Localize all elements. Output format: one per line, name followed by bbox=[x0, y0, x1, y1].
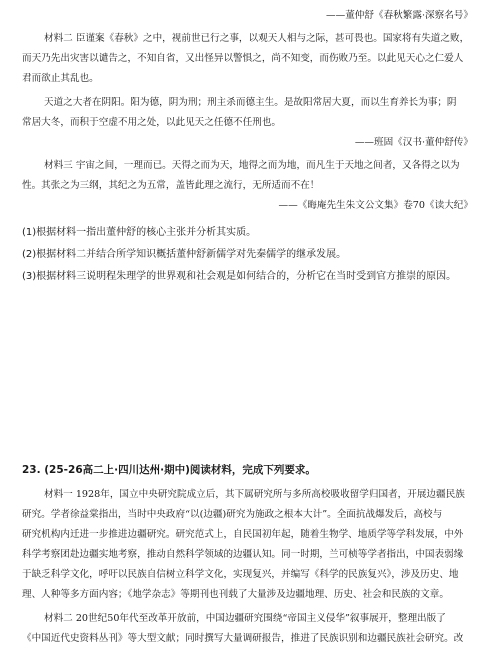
material-2-line-3: 君而欲止其乱也。 bbox=[22, 73, 99, 84]
q23-material-1-line-2: 研究。学者徐益棠指出，当时中央政府“以(边疆)研究为施政之根本大计”。全面抗战爆发后，高校与 bbox=[22, 509, 443, 520]
q23-material-1-line-5: 于缺乏科学文化，呼吁以民族自信树立科学文化，实现复兴，并编写《科学的民族复兴》，涉及历史、地 bbox=[22, 569, 459, 580]
question-23-heading: 23. (25-26高二上·四川达州·期中)阅读材料，完成下列要求。 bbox=[22, 464, 316, 476]
source-hanshu: ——班固《汉书·董仲舒传》 bbox=[354, 137, 473, 148]
q23-material-1-line-1: 材料一 1928年，国立中央研究院成立后，其下属研究所与多所高校吸收留学归国者，开展边疆民族 bbox=[44, 489, 465, 500]
question-2: (2)根据材料二并结合所学知识概括董仲舒新儒学对先秦儒学的继承发展。 bbox=[22, 249, 347, 260]
material-3-line-1: 材料三 宇宙之间，一理而已。天得之而为天，地得之而为地，而凡生于天地之间者，又各得之以为 bbox=[44, 160, 460, 171]
material-3-line-2: 性。其张之为三纲，其纪之为五常，盖皆此理之流行，无所适而不在！ bbox=[22, 180, 320, 191]
material-2-line-4: 天道之大者在阴阳。阳为德，阴为刑；刑主杀而德主生。是故阳常居大夏，而以生育养长为事；阴 bbox=[44, 97, 457, 108]
material-2-line-2: 而天乃先出灾害以谴告之，不知自省，又出怪异以警惧之，尚不知变，而伤败乃至。以此见天心之仁爱人 bbox=[22, 53, 464, 64]
material-2-line-1: 材料二 臣谨案《春秋》之中，视前世已行之事，以观天人相与之际，甚可畏也。国家将有失道之败， bbox=[44, 33, 470, 44]
question-3: (3)根据材料三说明程朱理学的世界观和社会观是如何结合的，分析它在当时受到官方推崇的原因。 bbox=[22, 271, 457, 282]
q23-material-1-line-3: 研究机构内迁进一步推进边疆研究。研究范式上，自民国初年起，随着生物学、地质学等学科发展，中外 bbox=[22, 529, 464, 540]
question-1: (1)根据材料一指出董仲舒的核心主张并分析其实质。 bbox=[22, 227, 257, 238]
q23-material-1-line-6: 理、人种等多方面内容；《地学杂志》等期刊也刊载了大量涉及边疆地理、历史、社会和民族的文章。 bbox=[22, 589, 449, 600]
q23-material-2-line-2: 《中国近代史资料丛刊》等大型文献；同时撰写大量调研报告，推进了民族识别和边疆民族社会研究。改 bbox=[22, 633, 464, 644]
source-zhu-xi: ——《晦庵先生朱文公文集》卷70《读大纪》 bbox=[278, 200, 473, 211]
q23-material-2-line-1: 材料二 20世纪50年代至改革开放前，中国边疆研究围绕“帝国主义侵华”叙事展开，整理出版了 bbox=[44, 613, 446, 624]
source-dong-zhongshu: ——董仲舒《春秋繁露·深察名号》 bbox=[326, 10, 473, 21]
material-2-line-5: 常居大冬，而积于空虚不用之处，以此见天之任德不任刑也。 bbox=[22, 117, 282, 128]
q23-material-1-line-4: 科学考察团赴边疆实地考察，推动自然科学领域的边疆认知。同一时期，兰可桢等学者指出，中国表弱缘 bbox=[22, 549, 464, 560]
